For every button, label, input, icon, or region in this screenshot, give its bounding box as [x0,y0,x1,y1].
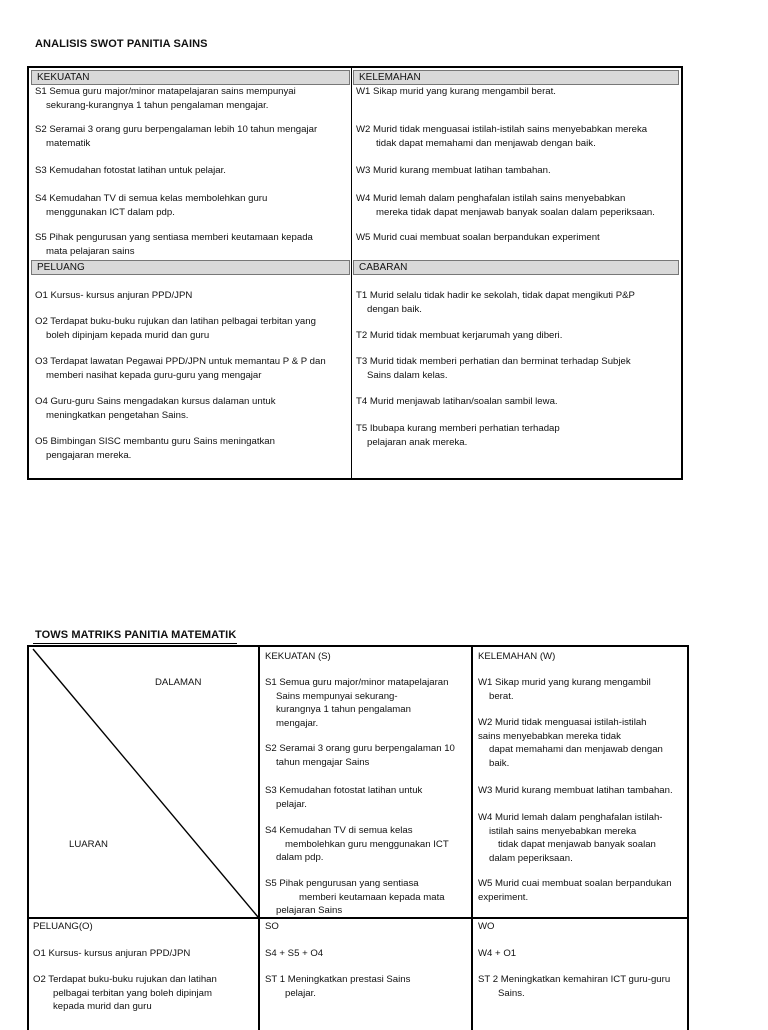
list-item: S4 Kemudahan TV di semua kelas membolehkan guru menggunakan ICT dalam pdp. [265,825,449,863]
swot-table [27,66,683,480]
list-item: S5 Pihak pengurusan yang sentiasa memberi keutamaan kepada mata pelajaran Sains [265,878,445,916]
list-item: O3 Terdapat lawatan Pegawai PPD/JPN untuk memantau P & P dan memberi nasihat kepada guru-guru yang mengajar [35,356,326,381]
kelemahan-header: KELEMAHAN [353,70,679,85]
list-item: S1 Semua guru major/minor matapelajaran Sains mempunyai sekurang- kurangnya 1 tahun pengalaman mengajar. [265,677,449,729]
list-item: W4 + O1 [478,948,517,959]
swot-divider [351,68,352,478]
list-item: S4 Kemudahan TV di semua kelas membolehkan guru menggunakan ICT dalam pdp. [35,193,268,218]
tows-wo-header: WO [478,921,495,932]
list-item: T1 Murid selalu tidak hadir ke sekolah, tidak dapat mengikuti P&P dengan baik. [356,290,635,315]
list-item: O2 Terdapat buku-buku rujukan dan latihan pelbagai terbitan yang boleh dipinjam kepada murid dan guru [35,316,316,341]
list-item: S5 Pihak pengurusan yang sentiasa memberi keutamaan kepada mata pelajaran sains [35,232,313,257]
list-item: W1 Sikap murid yang kurang mengambil berat. [478,677,651,702]
list-item: W5 Murid cuai membuat soalan berpandukan experiment. [478,878,672,903]
list-item: W2 Murid tidak menguasai istilah-istilah sains menyebabkan mereka tidak dapat memahami dan menjawab dengan baik. [356,124,648,149]
list-item: S2 Seramai 3 orang guru berpengalaman 10 tahun mengajar Sains [265,743,455,768]
list-item: ST 2 Meningkatkan kemahiran ICT guru-guru Sains. [478,974,671,999]
diagonal-divider [29,647,259,919]
tows-so-header: SO [265,921,279,932]
list-item: O5 Bimbingan SISC membantu guru Sains meningatkan pengajaran mereka. [35,436,275,461]
tows-title-underline [33,643,237,644]
list-item: S3 Kemudahan fotostat latihan untuk pelajar. [265,785,423,810]
dalaman-label: DALAMAN [155,677,202,688]
list-item: O1 Kursus- kursus anjuran PPD/JPN [35,290,193,301]
diagonal-line [33,649,258,917]
list-item: S1 Semua guru major/minor matapelajaran sains mempunyai sekurang-kurangnya 1 tahun pengalaman mengajar. [35,86,296,111]
list-item: W1 Sikap murid yang kurang mengambil berat. [356,86,556,97]
list-item: W5 Murid cuai membuat soalan berpandukan experiment [356,232,600,243]
list-item: T4 Murid menjawab latihan/soalan sambil lewa. [356,396,558,407]
list-item: O2 Terdapat buku-buku rujukan dan latihan pelbagai terbitan yang boleh dipinjam kepada murid dan guru [33,974,217,1012]
tows-kelemahan-header: KELEMAHAN (W) [478,651,556,662]
list-item: T5 Ibubapa kurang memberi perhatian terhadap pelajaran anak mereka. [356,423,560,448]
list-item: T3 Murid tidak memberi perhatian dan berminat terhadap Subjek Sains dalam kelas. [356,356,631,381]
list-item: W2 Murid tidak menguasai istilah-istilah sains menyebabkan mereka tidak dapat memahami dan menjawab dengan baik. [478,717,663,769]
peluang-header: PELUANG [31,260,350,275]
list-item: S4 + S5 + O4 [265,948,324,959]
list-item: W4 Murid lemah dalam penghafalan istilah- istilah sains menyebabkan mereka tidak dapat menjawab banyak soalan dalam peperiksaan. [478,812,663,864]
list-item: W3 Murid kurang membuat latihan tambahan. [478,785,673,796]
tows-matrix [27,645,689,1030]
swot-title: ANALISIS SWOT PANITIA SAINS [35,38,208,50]
list-item: W4 Murid lemah dalam penghafalan istilah sains menyebabkan mereka tidak dapat menjawab banyak soalan dalam peperiksaan. [356,193,655,218]
list-item: O4 Guru-guru Sains mengadakan kursus dalaman untuk meningkatkan pengetahan Sains. [35,396,276,421]
cabaran-header: CABARAN [353,260,679,275]
list-item: S3 Kemudahan fotostat latihan untuk pelajar. [35,165,226,176]
tows-title: TOWS MATRIKS PANITIA MATEMATIK [35,629,237,641]
list-item: S2 Seramai 3 orang guru berpengalaman lebih 10 tahun mengajar matematik [35,124,318,149]
tows-kekuatan-header: KEKUATAN (S) [265,651,331,662]
list-item: O1 Kursus- kursus anjuran PPD/JPN [33,948,191,959]
list-item: ST 1 Meningkatkan prestasi Sains pelajar. [265,974,411,999]
luaran-label: LUARAN [69,839,108,850]
list-item: W3 Murid kurang membuat latihan tambahan. [356,165,551,176]
tows-divider-2 [471,647,473,1030]
tows-peluang-header: PELUANG(O) [33,921,93,932]
kekuatan-header: KEKUATAN [31,70,350,85]
list-item: T2 Murid tidak membuat kerjarumah yang diberi. [356,330,563,341]
